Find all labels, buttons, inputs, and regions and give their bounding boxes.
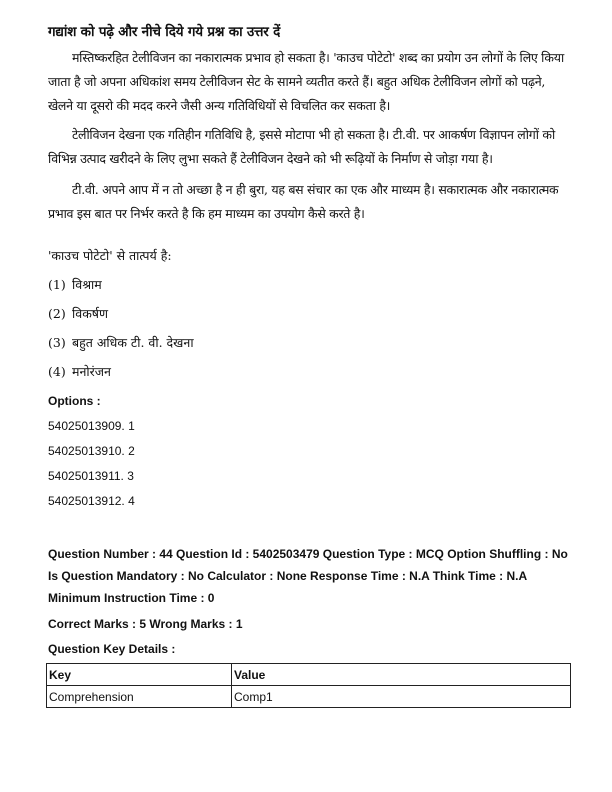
choice-number: (2) [48, 306, 66, 321]
choice-number: (1) [48, 277, 66, 292]
choice-text: मनोरंजन [72, 364, 111, 379]
table-header-key: Key [47, 664, 232, 686]
choice-2 [48, 305, 108, 322]
choice-number: (4) [48, 364, 66, 379]
table-row [47, 686, 571, 708]
choice-3 [48, 334, 194, 351]
marks-info: Correct Marks : 5 Wrong Marks : 1 [48, 617, 243, 631]
passage-paragraph-2: टेलीविजन देखना एक गतिहीन गतिविधि है, इससे मोटापा भी हो सकता है। टी.वी. पर आकर्षण विज्ञापन लोगों को विभिन्न उत्पाद खरीदने के लिए लुभा सकते हैं टेलीविजन देखने को भी रूढ़ियों के निर्माण से जोड़ा गया है। [48, 127, 555, 166]
passage-paragraph-3: टी.वी. अपने आप में न तो अच्छा है न ही बुरा, यह बस संचार का एक और माध्यम है। सकारात्मक और नकारात्मक प्रभाव इस बात पर निर्भर करते है कि हम माध्यम का उपयोग कैसे करते है। [48, 182, 559, 221]
choice-text: विश्राम [72, 277, 102, 292]
table-cell-value: Comp1 [232, 686, 571, 708]
choice-1 [48, 276, 102, 293]
choice-text: बहुत अधिक टी. वी. देखना [72, 335, 194, 350]
key-details-label: Question Key Details : [48, 642, 176, 656]
passage-paragraph-1: मस्तिष्करहित टेलीविजन का नकारात्मक प्रभाव हो सकता है। 'काउच पोटेटो' शब्द का प्रयोग उन लोगों के लिए किया जाता है जो अपना अधिकांश समय टेलीविजन सेट के सामने व्यतीत करते हैं। बहुत अधिक टेलीविजन लोगों को पढ़ने, खेलने या दूसरो की मदद करने जैसी अन्य गतिविधियों से विचलित कर सकता है। [48, 50, 564, 113]
key-details-table [46, 663, 571, 708]
table-header-value: Value [232, 664, 571, 686]
option-item-2: 54025013910. 2 [48, 444, 135, 458]
option-item-3: 54025013911. 3 [48, 469, 134, 483]
choice-4 [48, 363, 111, 380]
choice-text: विकर्षण [72, 306, 109, 321]
table-header-row [47, 664, 571, 686]
passage-heading: गद्यांश को पढ़े और नीचे दिये गये प्रश्न का उत्तर दें [48, 24, 281, 40]
option-item-4: 54025013912. 4 [48, 494, 135, 508]
question-info: Question Number : 44 Question Id : 5402503479 Question Type : MCQ Option Shuffling : No Is Question Mandatory : No Calculator : None Response Time : N.A Think Time : N.A Minimum Instruction Time : 0 [48, 547, 568, 605]
table-cell-key: Comprehension [47, 686, 232, 708]
option-item-1: 54025013909. 1 [48, 419, 135, 433]
choice-number: (3) [48, 335, 66, 350]
options-label: Options : [48, 394, 101, 408]
question-text: 'काउच पोटेटो' से तात्पर्य है: [48, 248, 172, 263]
